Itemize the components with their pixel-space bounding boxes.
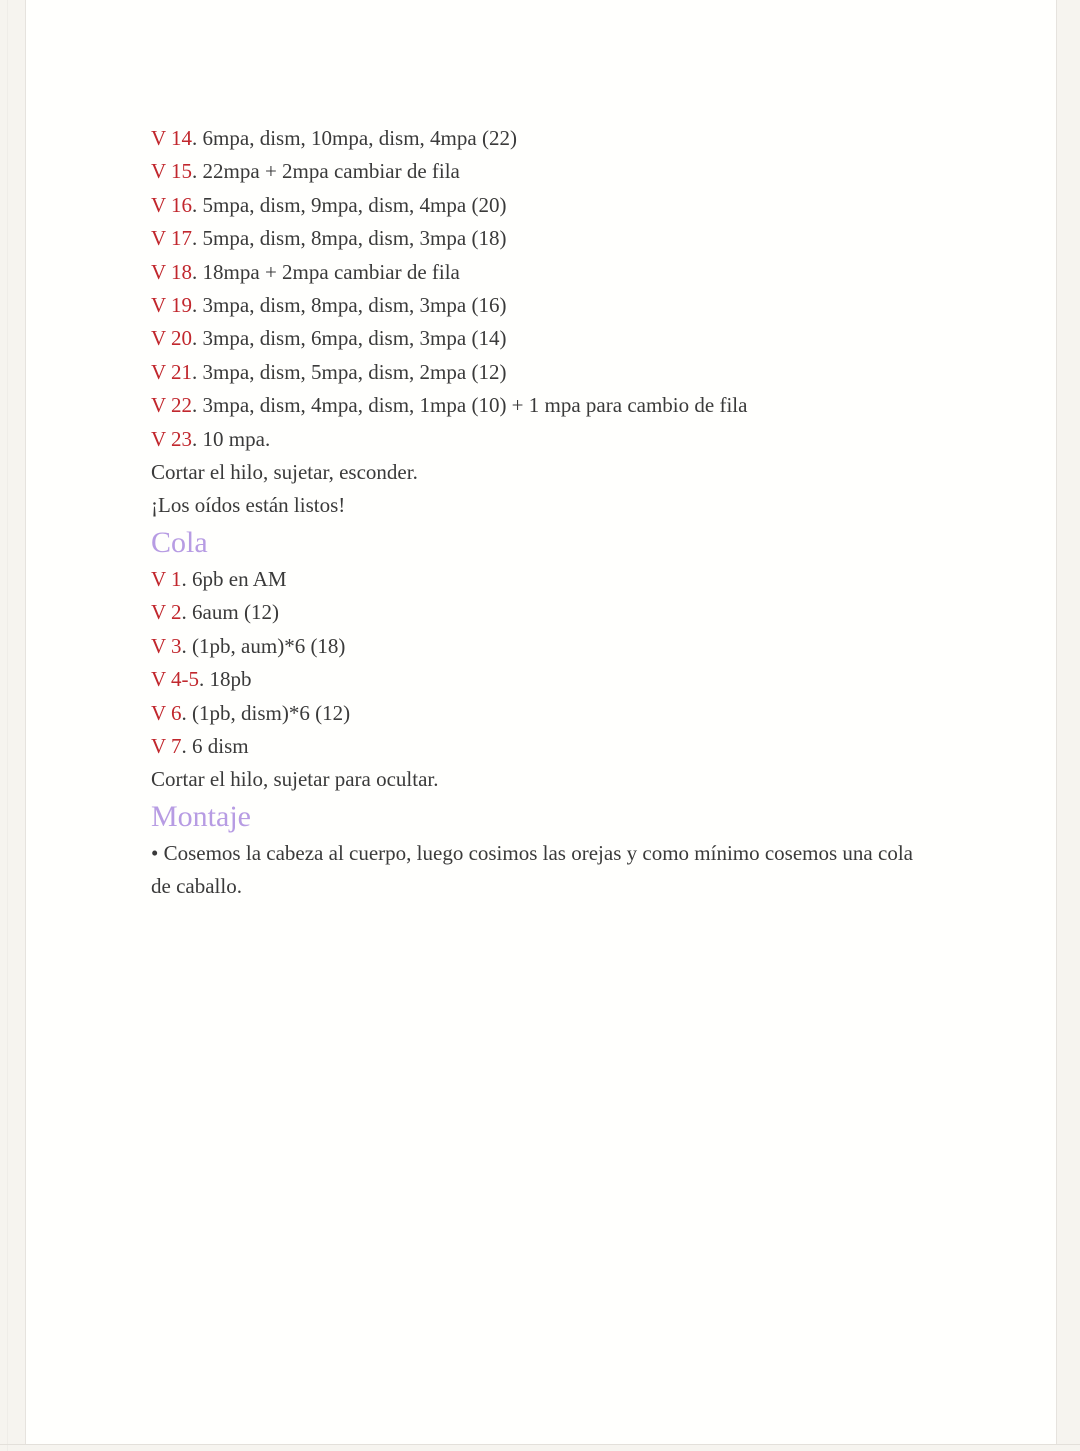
pattern-row <box>151 630 929 663</box>
row-number: V 4-5 <box>151 667 200 692</box>
pattern-row <box>151 256 929 289</box>
row-number: V 6 <box>151 700 182 725</box>
row-instructions: . 3mpa, dism, 6mpa, dism, 3mpa (14) <box>192 326 507 351</box>
row-instructions: . 6mpa, dism, 10mpa, dism, 4mpa (22) <box>192 126 517 150</box>
pattern-row <box>151 155 929 188</box>
bullet-paragraph: • Cosemos la cabeza al cuerpo, luego cosimos las orejas y como mínimo cosemos una cola de caballo. <box>151 840 913 899</box>
left-edge-line <box>7 0 8 1451</box>
row-instructions: . 3mpa, dism, 4mpa, dism, 1mpa (10) + 1 mpa para cambio de fila <box>192 393 748 418</box>
row-number: V 22 <box>151 393 193 418</box>
row-number: V 18 <box>151 259 193 284</box>
row-instructions: . 5mpa, dism, 8mpa, dism, 3mpa (18) <box>192 226 507 251</box>
row-instructions: . 6 dism <box>181 733 249 758</box>
row-instructions: . 6pb en AM <box>181 566 287 591</box>
section-heading-montaje: Montaje <box>151 799 251 833</box>
pattern-row <box>151 730 929 763</box>
pattern-row <box>151 563 929 596</box>
pattern-row <box>151 596 929 629</box>
pattern-row <box>151 423 929 456</box>
row-number: V 2 <box>151 600 182 625</box>
row-instructions: . 18mpa + 2mpa cambiar de fila <box>192 259 460 284</box>
note-line: Cortar el hilo, sujetar para ocultar. <box>151 767 439 792</box>
row-instructions: . (1pb, dism)*6 (12) <box>181 700 351 725</box>
row-number: V 3 <box>151 633 182 658</box>
row-instructions: . 3mpa, dism, 8mpa, dism, 3mpa (16) <box>192 293 507 318</box>
page-content <box>26 0 1056 904</box>
note-line: Cortar el hilo, sujetar, esconder. <box>151 460 418 485</box>
pattern-row <box>151 189 929 222</box>
row-number: V 7 <box>151 733 182 758</box>
section-heading-cola: Cola <box>151 525 208 559</box>
row-number: V 20 <box>151 326 193 351</box>
row-number: V 19 <box>151 293 193 318</box>
pattern-row <box>151 122 929 155</box>
row-number: V 23 <box>151 426 193 451</box>
pattern-row <box>151 697 929 730</box>
row-instructions: . 18pb <box>199 667 252 692</box>
pattern-row <box>151 322 929 355</box>
row-instructions: . 3mpa, dism, 5mpa, dism, 2mpa (12) <box>192 359 507 384</box>
pattern-row <box>151 356 929 389</box>
row-number: V 17 <box>151 226 193 251</box>
row-instructions: . (1pb, aum)*6 (18) <box>181 633 346 658</box>
row-instructions: . 5mpa, dism, 9mpa, dism, 4mpa (20) <box>192 192 507 217</box>
pattern-row <box>151 289 929 322</box>
row-number: V 15 <box>151 159 193 184</box>
row-number: V 1 <box>151 566 182 591</box>
row-number: V 16 <box>151 192 193 217</box>
pattern-row <box>151 222 929 255</box>
row-instructions: . 10 mpa. <box>192 426 271 451</box>
document-page <box>25 0 1057 1444</box>
row-instructions: . 6aum (12) <box>181 600 279 625</box>
page-bottom-divider <box>0 1444 1080 1445</box>
row-number: V 21 <box>151 359 193 384</box>
row-instructions: . 22mpa + 2mpa cambiar de fila <box>192 159 460 184</box>
pattern-row <box>151 389 929 422</box>
row-number: V 14 <box>151 126 193 150</box>
note-line: ¡Los oídos están listos! <box>151 493 346 518</box>
pattern-row <box>151 663 929 696</box>
